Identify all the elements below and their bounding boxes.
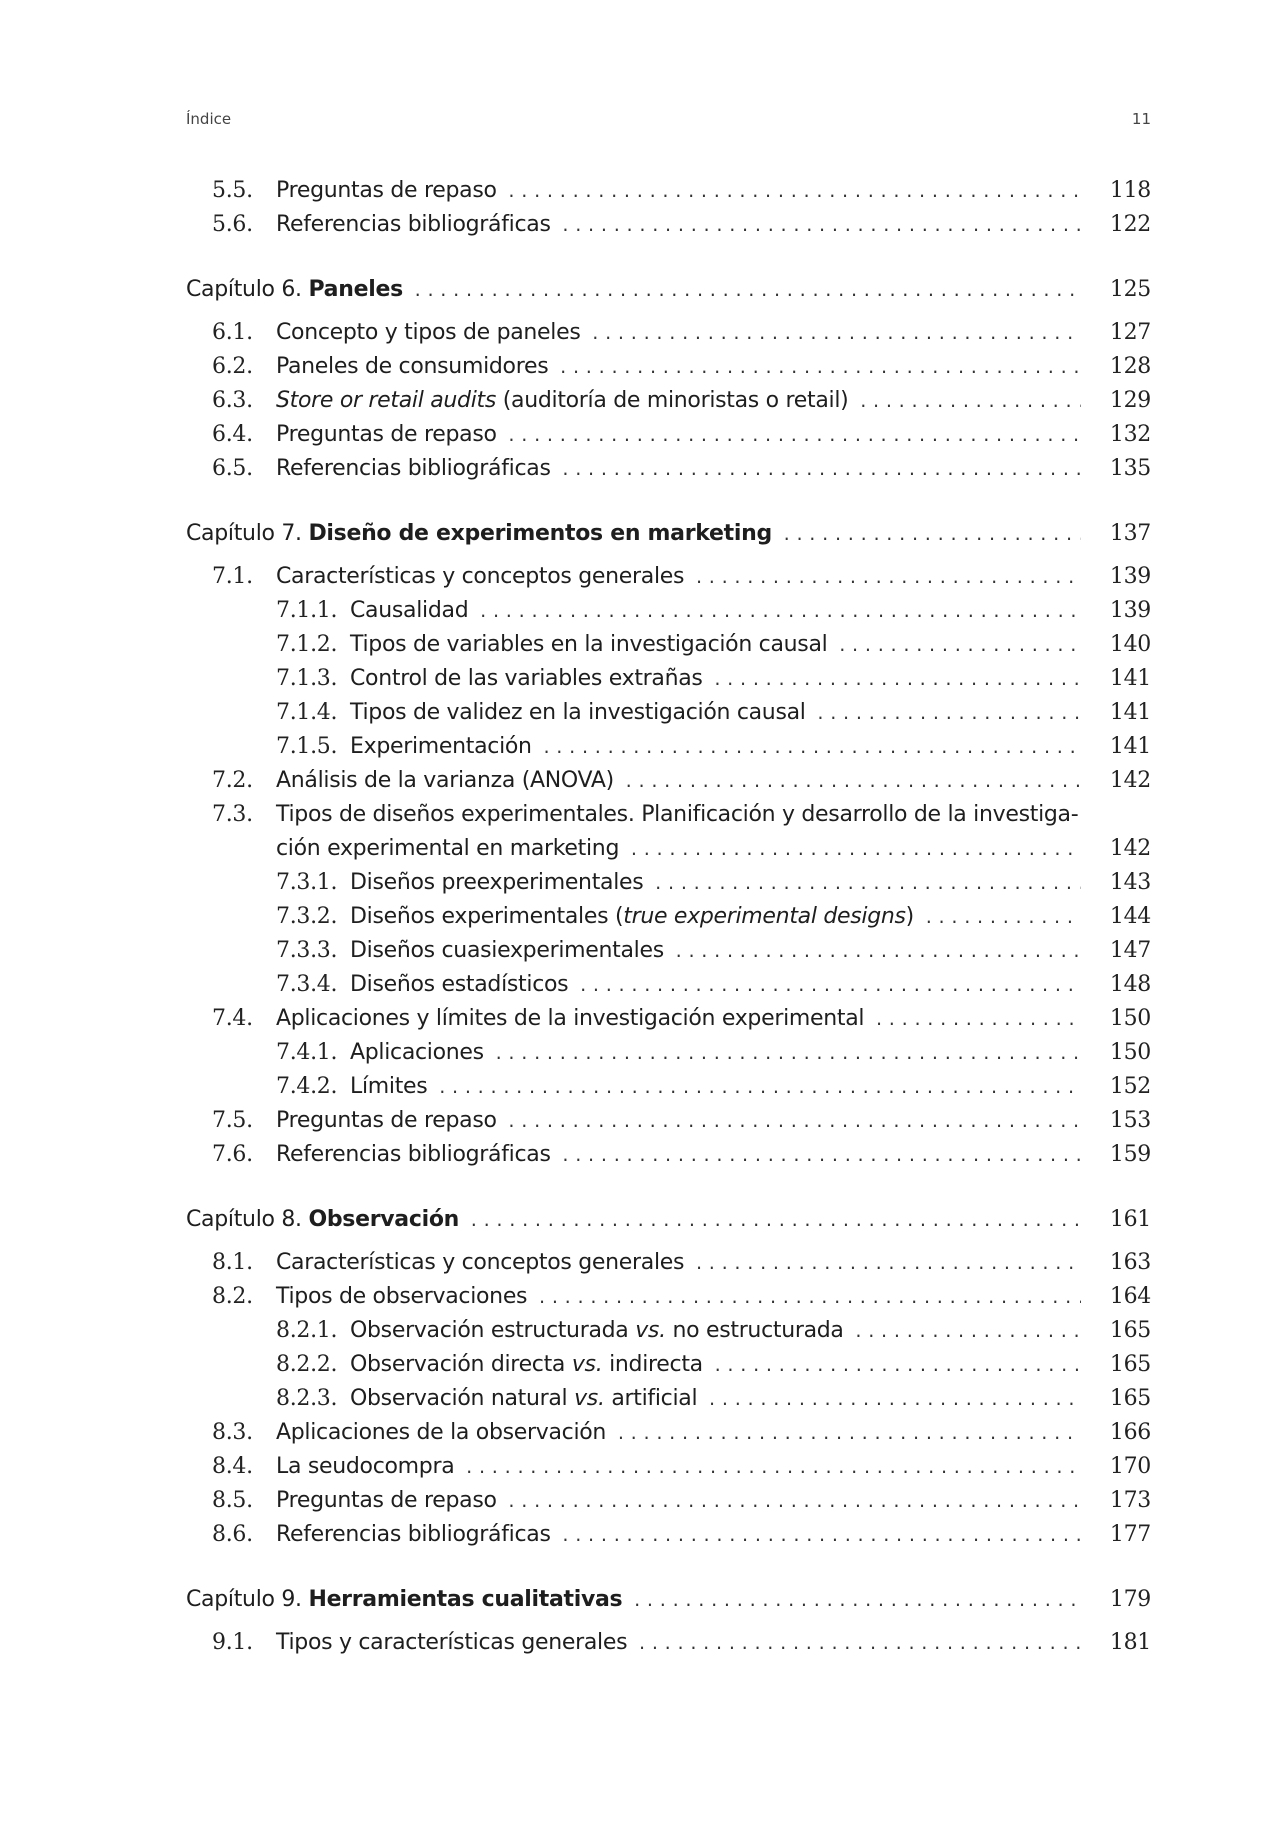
dot-leader bbox=[858, 385, 1081, 419]
entry-number: 7.4.1. bbox=[276, 1040, 338, 1065]
entry-title bbox=[350, 1036, 484, 1070]
entry-title bbox=[276, 208, 551, 242]
dot-leader bbox=[469, 1204, 1081, 1238]
entry-page-number: 135 bbox=[1109, 456, 1151, 481]
dot-leader bbox=[624, 765, 1081, 799]
entry-page-number: 161 bbox=[1109, 1207, 1151, 1232]
entry-title-text: Concepto y tipos de paneles bbox=[276, 320, 581, 345]
entry-title bbox=[350, 934, 664, 968]
entry-page-number: 173 bbox=[1109, 1488, 1151, 1513]
entry-page-number: 140 bbox=[1109, 632, 1151, 657]
dot-leader bbox=[507, 175, 1081, 209]
entry-page-number: 153 bbox=[1109, 1108, 1151, 1133]
entry-page-number: 164 bbox=[1109, 1284, 1151, 1309]
entry-number: 6.2. bbox=[212, 354, 253, 379]
entry-title-text: Preguntas de repaso bbox=[276, 1108, 497, 1133]
toc-section-entry bbox=[186, 1518, 1151, 1552]
toc-section-entry bbox=[186, 316, 1151, 350]
entry-number: 7.1.3. bbox=[276, 666, 338, 691]
entry-title bbox=[350, 594, 468, 628]
entry-title bbox=[186, 273, 403, 307]
chapter-name: Observación bbox=[308, 1207, 460, 1232]
entry-page-number: 137 bbox=[1109, 521, 1151, 546]
dot-leader bbox=[629, 833, 1081, 867]
entry-number: 9.1. bbox=[212, 1630, 253, 1655]
toc-subsection-entry bbox=[186, 1036, 1151, 1070]
toc-section-entry bbox=[186, 1246, 1151, 1280]
entry-number: 6.5. bbox=[212, 456, 253, 481]
chapter-name: Paneles bbox=[308, 277, 403, 302]
entry-title-text: Preguntas de repaso bbox=[276, 1488, 497, 1513]
entry-page-number: 118 bbox=[1109, 178, 1151, 203]
entry-title bbox=[276, 1416, 606, 1450]
entry-number: 7.4. bbox=[212, 1006, 253, 1031]
entry-title bbox=[276, 1246, 684, 1280]
dot-leader bbox=[694, 1247, 1081, 1281]
toc-chapter-entry bbox=[186, 1583, 1151, 1617]
toc-section-entry bbox=[186, 384, 1151, 418]
entry-page-number: 170 bbox=[1109, 1454, 1151, 1479]
entry-page-number: 139 bbox=[1109, 564, 1151, 589]
entry-title-text: Experimentación bbox=[350, 734, 532, 759]
entry-title-text: Diseños preexperimentales bbox=[350, 870, 644, 895]
entry-title-italic: Store or retail audits bbox=[276, 388, 497, 413]
entry-page-number: 142 bbox=[1109, 836, 1151, 861]
running-head bbox=[186, 110, 1151, 128]
toc-subsection-entry bbox=[186, 968, 1151, 1002]
entry-title-text: Control de las variables extrañas bbox=[350, 666, 703, 691]
entry-page-number: 147 bbox=[1109, 938, 1151, 963]
entry-title-text: Tipos y características generales bbox=[276, 1630, 628, 1655]
entry-title bbox=[276, 1104, 497, 1138]
dot-leader bbox=[694, 561, 1081, 595]
entry-title-text: La seudocompra bbox=[276, 1454, 455, 1479]
entry-title bbox=[186, 1203, 459, 1237]
entry-number: 8.5. bbox=[212, 1488, 253, 1513]
entry-page-number: 128 bbox=[1109, 354, 1151, 379]
entry-page-number: 148 bbox=[1109, 972, 1151, 997]
entry-title bbox=[186, 517, 772, 551]
entry-number: 8.2.2. bbox=[276, 1352, 338, 1377]
toc-subsection-entry bbox=[186, 594, 1151, 628]
entry-title bbox=[350, 1314, 844, 1348]
dot-leader bbox=[837, 629, 1081, 663]
dot-leader bbox=[437, 1071, 1081, 1105]
entry-title-text: Diseños estadísticos bbox=[350, 972, 569, 997]
entry-number: 7.3.1. bbox=[276, 870, 338, 895]
entry-number: 6.1. bbox=[212, 320, 253, 345]
entry-title-after: no estructurada bbox=[672, 1318, 844, 1343]
entry-number: 8.1. bbox=[212, 1250, 253, 1275]
toc-subsection-entry bbox=[186, 696, 1151, 730]
dot-leader bbox=[816, 697, 1081, 731]
dot-leader bbox=[707, 1383, 1081, 1417]
entry-title bbox=[276, 1518, 551, 1552]
dot-leader bbox=[782, 518, 1081, 552]
entry-title-text: Tipos de validez en la investigación causal bbox=[350, 700, 806, 725]
toc-section-entry bbox=[186, 560, 1151, 594]
entry-number: 7.3.3. bbox=[276, 938, 338, 963]
entry-page-number: 181 bbox=[1109, 1630, 1151, 1655]
chapter-prefix: Capítulo 9. bbox=[186, 1587, 302, 1612]
entry-number: 7.3.4. bbox=[276, 972, 338, 997]
entry-page-number: 122 bbox=[1109, 212, 1151, 237]
toc-subsection-entry bbox=[186, 1382, 1151, 1416]
dot-leader bbox=[494, 1037, 1081, 1071]
entry-title-text: Referencias bibliográficas bbox=[276, 1142, 551, 1167]
entry-title bbox=[276, 764, 614, 798]
toc-subsection-entry bbox=[186, 900, 1151, 934]
toc-section-entry-continued bbox=[186, 832, 1151, 866]
entry-title-text: Características y conceptos generales bbox=[276, 564, 685, 589]
entry-title bbox=[276, 384, 848, 418]
dot-leader bbox=[653, 867, 1081, 901]
dot-leader bbox=[537, 1281, 1081, 1315]
dot-leader bbox=[632, 1584, 1081, 1618]
entry-title bbox=[276, 1626, 627, 1660]
toc-subsection-entry bbox=[186, 934, 1151, 968]
entry-page-number: 152 bbox=[1109, 1074, 1151, 1099]
dot-leader bbox=[854, 1315, 1081, 1349]
toc-subsection-entry bbox=[186, 1070, 1151, 1104]
entry-title-vs: vs. bbox=[571, 1352, 603, 1377]
entry-number: 8.2.3. bbox=[276, 1386, 338, 1411]
toc-subsection-entry bbox=[186, 1348, 1151, 1382]
entry-title bbox=[350, 1348, 703, 1382]
entry-title-after: indirecta bbox=[609, 1352, 703, 1377]
dot-leader bbox=[561, 1139, 1081, 1173]
entry-title-after: ) bbox=[905, 904, 914, 929]
entry-number: 8.6. bbox=[212, 1522, 253, 1547]
toc-section-entry bbox=[186, 1416, 1151, 1450]
toc-section-entry bbox=[186, 1626, 1151, 1660]
entry-title bbox=[276, 418, 497, 452]
chapter-prefix: Capítulo 8. bbox=[186, 1207, 302, 1232]
entry-title-text: Análisis de la varianza (ANOVA) bbox=[276, 768, 614, 793]
entry-title bbox=[276, 452, 551, 486]
entry-number: 7.6. bbox=[212, 1142, 253, 1167]
entry-title bbox=[350, 1382, 697, 1416]
entry-title bbox=[276, 1450, 454, 1484]
entry-number: 5.5. bbox=[212, 178, 253, 203]
entry-title-continued: ción experimental en marketing bbox=[276, 836, 620, 861]
toc-section-entry bbox=[186, 1138, 1151, 1172]
entry-title-text: Observación natural bbox=[350, 1386, 568, 1411]
entry-number: 8.2. bbox=[212, 1284, 253, 1309]
dot-leader bbox=[578, 969, 1081, 1003]
entry-title bbox=[276, 560, 684, 594]
entry-page-number: 163 bbox=[1109, 1250, 1151, 1275]
toc-chapter-entry bbox=[186, 1203, 1151, 1237]
entry-page-number: 139 bbox=[1109, 598, 1151, 623]
entry-page-number: 150 bbox=[1109, 1040, 1151, 1065]
dot-leader bbox=[478, 595, 1081, 629]
entry-page-number: 159 bbox=[1109, 1142, 1151, 1167]
entry-title-text: Referencias bibliográficas bbox=[276, 456, 551, 481]
entry-title-text: Características y conceptos generales bbox=[276, 1250, 685, 1275]
entry-page-number: 141 bbox=[1109, 700, 1151, 725]
toc-section-entry bbox=[186, 350, 1151, 384]
entry-page-number: 127 bbox=[1109, 320, 1151, 345]
entry-title bbox=[276, 174, 497, 208]
entry-page-number: 144 bbox=[1109, 904, 1151, 929]
entry-title-text: Causalidad bbox=[350, 598, 469, 623]
chapter-name: Herramientas cualitativas bbox=[308, 1587, 623, 1612]
toc-section-entry bbox=[186, 798, 1151, 832]
entry-title-text: Aplicaciones bbox=[350, 1040, 484, 1065]
entry-page-number: 165 bbox=[1109, 1386, 1151, 1411]
entry-title bbox=[276, 316, 581, 350]
chapter-prefix: Capítulo 7. bbox=[186, 521, 302, 546]
entry-title bbox=[350, 1070, 427, 1104]
toc-chapter-entry bbox=[186, 517, 1151, 551]
entry-number: 7.2. bbox=[212, 768, 253, 793]
entry-title-text: Referencias bibliográficas bbox=[276, 212, 551, 237]
entry-title-text: Aplicaciones de la observación bbox=[276, 1420, 607, 1445]
dot-leader bbox=[637, 1627, 1081, 1661]
toc-chapter-entry bbox=[186, 273, 1151, 307]
dot-leader bbox=[874, 1003, 1081, 1037]
entry-page-number: 166 bbox=[1109, 1420, 1151, 1445]
dot-leader bbox=[507, 1105, 1081, 1139]
entry-number: 7.5. bbox=[212, 1108, 253, 1133]
entry-title-text: Límites bbox=[350, 1074, 428, 1099]
toc-subsection-entry bbox=[186, 730, 1151, 764]
entry-page-number: 132 bbox=[1109, 422, 1151, 447]
entry-title bbox=[276, 1280, 527, 1314]
dot-leader bbox=[561, 1519, 1081, 1553]
dot-leader bbox=[713, 663, 1081, 697]
entry-title-text: Observación directa bbox=[350, 1352, 566, 1377]
entry-title-text: (auditoría de minoristas o retail) bbox=[502, 388, 849, 413]
entry-number: 8.4. bbox=[212, 1454, 253, 1479]
entry-title-text: Diseños cuasiexperimentales bbox=[350, 938, 664, 963]
entry-page-number: 165 bbox=[1109, 1352, 1151, 1377]
entry-title bbox=[350, 730, 532, 764]
toc-section-entry bbox=[186, 1280, 1151, 1314]
dot-leader bbox=[542, 731, 1081, 765]
entry-number: 7.1.5. bbox=[276, 734, 338, 759]
entry-title bbox=[350, 968, 568, 1002]
entry-number: 7.4.2. bbox=[276, 1074, 338, 1099]
table-of-contents bbox=[186, 174, 1151, 1660]
entry-title bbox=[350, 628, 827, 662]
entry-page-number: 141 bbox=[1109, 734, 1151, 759]
toc-section-entry bbox=[186, 174, 1151, 208]
entry-number: 7.1.2. bbox=[276, 632, 338, 657]
entry-title-text: Paneles de consumidores bbox=[276, 354, 549, 379]
dot-leader bbox=[924, 901, 1081, 935]
dot-leader bbox=[561, 209, 1081, 243]
entry-number: 7.3. bbox=[212, 802, 253, 827]
entry-title bbox=[276, 1484, 497, 1518]
entry-number: 6.4. bbox=[212, 422, 253, 447]
entry-title-text: Aplicaciones y límites de la investigación experimental bbox=[276, 1006, 865, 1031]
entry-title bbox=[276, 1002, 864, 1036]
entry-page-number: 142 bbox=[1109, 768, 1151, 793]
toc-subsection-entry bbox=[186, 628, 1151, 662]
toc-section-entry bbox=[186, 208, 1151, 242]
dot-leader bbox=[591, 317, 1082, 351]
entry-page-number: 165 bbox=[1109, 1318, 1151, 1343]
entry-page-number: 141 bbox=[1109, 666, 1151, 691]
entry-title-text: Referencias bibliográficas bbox=[276, 1522, 551, 1547]
page-number: 11 bbox=[1131, 110, 1151, 128]
entry-number: 8.2.1. bbox=[276, 1318, 338, 1343]
entry-number: 7.3.2. bbox=[276, 904, 338, 929]
toc-section-entry bbox=[186, 1104, 1151, 1138]
toc-section-entry bbox=[186, 1484, 1151, 1518]
dot-leader bbox=[616, 1417, 1081, 1451]
entry-title bbox=[350, 866, 643, 900]
entry-title-text: Tipos de variables en la investigación causal bbox=[350, 632, 828, 657]
toc-section-entry bbox=[186, 1002, 1151, 1036]
entry-title bbox=[276, 798, 1151, 832]
dot-leader bbox=[674, 935, 1081, 969]
dot-leader bbox=[713, 1349, 1081, 1383]
entry-number: 6.3. bbox=[212, 388, 253, 413]
entry-page-number: 177 bbox=[1109, 1522, 1151, 1547]
entry-number: 8.3. bbox=[212, 1420, 253, 1445]
chapter-name: Diseño de experimentos en marketing bbox=[308, 521, 772, 546]
entry-title-text: Tipos de diseños experimentales. Planificación y desarrollo de la investiga- bbox=[276, 802, 1079, 827]
entry-title bbox=[186, 1583, 622, 1617]
dot-leader bbox=[561, 453, 1081, 487]
entry-title-italic: true experimental designs bbox=[623, 904, 906, 929]
entry-page-number: 179 bbox=[1109, 1587, 1151, 1612]
toc-subsection-entry bbox=[186, 1314, 1151, 1348]
entry-title bbox=[350, 662, 703, 696]
toc-section-entry bbox=[186, 418, 1151, 452]
entry-number: 7.1.4. bbox=[276, 700, 338, 725]
entry-title-vs: vs. bbox=[574, 1386, 605, 1411]
entry-page-number: 125 bbox=[1109, 277, 1151, 302]
entry-page-number: 150 bbox=[1109, 1006, 1151, 1031]
entry-title bbox=[350, 900, 914, 934]
entry-title-text: Tipos de observaciones bbox=[276, 1284, 528, 1309]
entry-page-number: 129 bbox=[1109, 388, 1151, 413]
dot-leader bbox=[507, 1485, 1081, 1519]
entry-title bbox=[276, 1138, 551, 1172]
chapter-prefix: Capítulo 6. bbox=[186, 277, 302, 302]
entry-page-number: 143 bbox=[1109, 870, 1151, 895]
toc-section-entry bbox=[186, 764, 1151, 798]
entry-title-vs: vs. bbox=[635, 1318, 666, 1343]
toc-subsection-entry bbox=[186, 866, 1151, 900]
dot-leader bbox=[413, 274, 1081, 308]
entry-title bbox=[350, 696, 806, 730]
entry-title-text: Observación estructurada bbox=[350, 1318, 629, 1343]
dot-leader bbox=[558, 351, 1081, 385]
entry-title bbox=[276, 350, 548, 384]
toc-section-entry bbox=[186, 1450, 1151, 1484]
section-title: Índice bbox=[186, 110, 232, 128]
entry-number: 5.6. bbox=[212, 212, 253, 237]
toc-section-entry bbox=[186, 452, 1151, 486]
entry-title-text: Preguntas de repaso bbox=[276, 422, 497, 447]
entry-title-text: Diseños experimentales ( bbox=[350, 904, 624, 929]
toc-subsection-entry bbox=[186, 662, 1151, 696]
entry-title-after: artificial bbox=[611, 1386, 698, 1411]
entry-number: 7.1.1. bbox=[276, 598, 338, 623]
entry-number: 7.1. bbox=[212, 564, 253, 589]
entry-title-text: Preguntas de repaso bbox=[276, 178, 497, 203]
dot-leader bbox=[464, 1451, 1081, 1485]
dot-leader bbox=[507, 419, 1081, 453]
